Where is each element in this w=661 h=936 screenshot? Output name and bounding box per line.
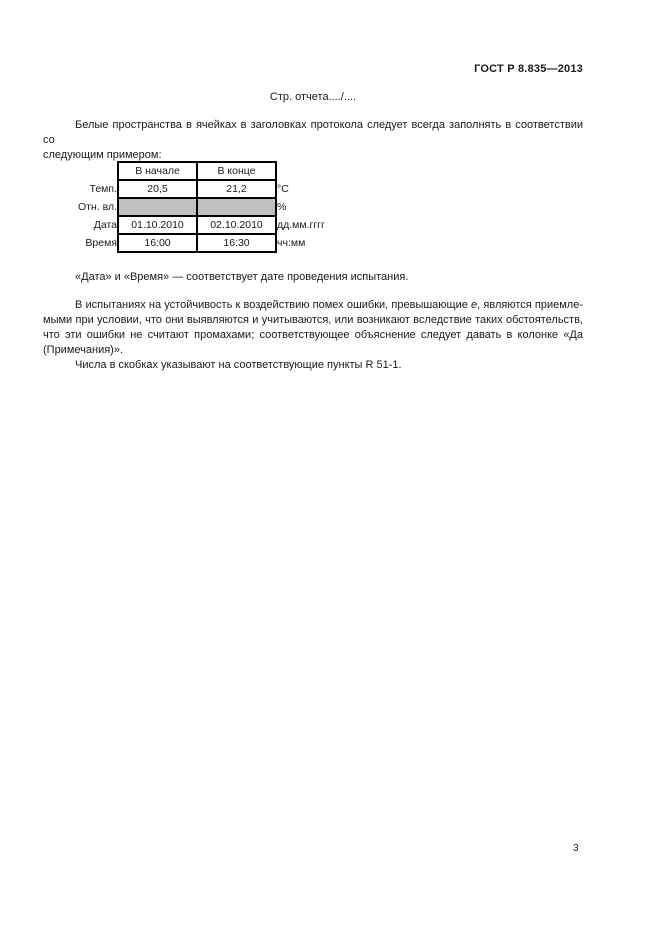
row-label: Время	[85, 237, 117, 249]
row-label: Темп.	[89, 183, 117, 195]
protocol-example-table	[43, 161, 376, 253]
table-cell: 02.10.2010	[197, 216, 276, 234]
errors-line-3: что эти ошибки не считают промахами; соответствующее объяснение следует давать в колонке «Да	[43, 329, 583, 341]
table-header-row	[43, 162, 376, 180]
table-row	[43, 216, 376, 234]
errors-line-2: мыми при условии, что они выявляются и учитываются, или возникают вследствие таких обстоятельств,	[43, 314, 583, 326]
table-row	[43, 234, 376, 252]
row-label: Отн. вл.	[78, 201, 117, 213]
table-cell: 20,5	[118, 180, 197, 198]
errors-line-4: (Примечания)».	[43, 344, 124, 356]
unit-label: дд.мм.гггг	[277, 219, 325, 231]
intro-line-2: следующим примером:	[43, 149, 162, 161]
table-cell-shaded	[118, 198, 197, 216]
table-cell-shaded	[197, 198, 276, 216]
unit-label: чч:мм	[277, 237, 306, 249]
intro-paragraph	[43, 118, 583, 163]
standard-number-header: ГОСТ Р 8.835—2013	[474, 63, 583, 75]
errors-line-1	[43, 298, 583, 313]
table-row	[43, 198, 376, 216]
table-cell: 21,2	[197, 180, 276, 198]
date-time-note: «Дата» и «Время» — соответствует дате проведения испытания.	[75, 271, 409, 283]
row-label: Дата	[93, 219, 117, 231]
error-symbol: е	[471, 299, 478, 311]
unit-label: °C	[277, 183, 289, 195]
brackets-note: Числа в скобках указывают на соответствующие пункты R 51-1.	[75, 359, 402, 371]
corner-cell	[43, 162, 118, 180]
errors-line-1-post: , являются приемле-	[477, 299, 583, 311]
table-cell: 16:30	[197, 234, 276, 252]
errors-line-1-pre: В испытаниях на устойчивость к воздействию помех ошибки, превышающие	[75, 299, 472, 311]
table-cell: 16:00	[118, 234, 197, 252]
intro-line-1: Белые пространства в ячейках в заголовках протокола следует всегда заполнять в соответствии со	[43, 119, 583, 146]
unit-label: %	[277, 201, 287, 213]
page-number: 3	[573, 843, 579, 854]
report-page-line: Стр. отчета..../....	[269, 91, 357, 103]
column-header-end: В конце	[197, 162, 276, 180]
errors-paragraph	[43, 298, 583, 373]
table-row	[43, 180, 376, 198]
table-cell: 01.10.2010	[118, 216, 197, 234]
column-header-start: В начале	[118, 162, 197, 180]
example-table-block	[43, 161, 376, 253]
unit-header-cell	[276, 162, 376, 180]
